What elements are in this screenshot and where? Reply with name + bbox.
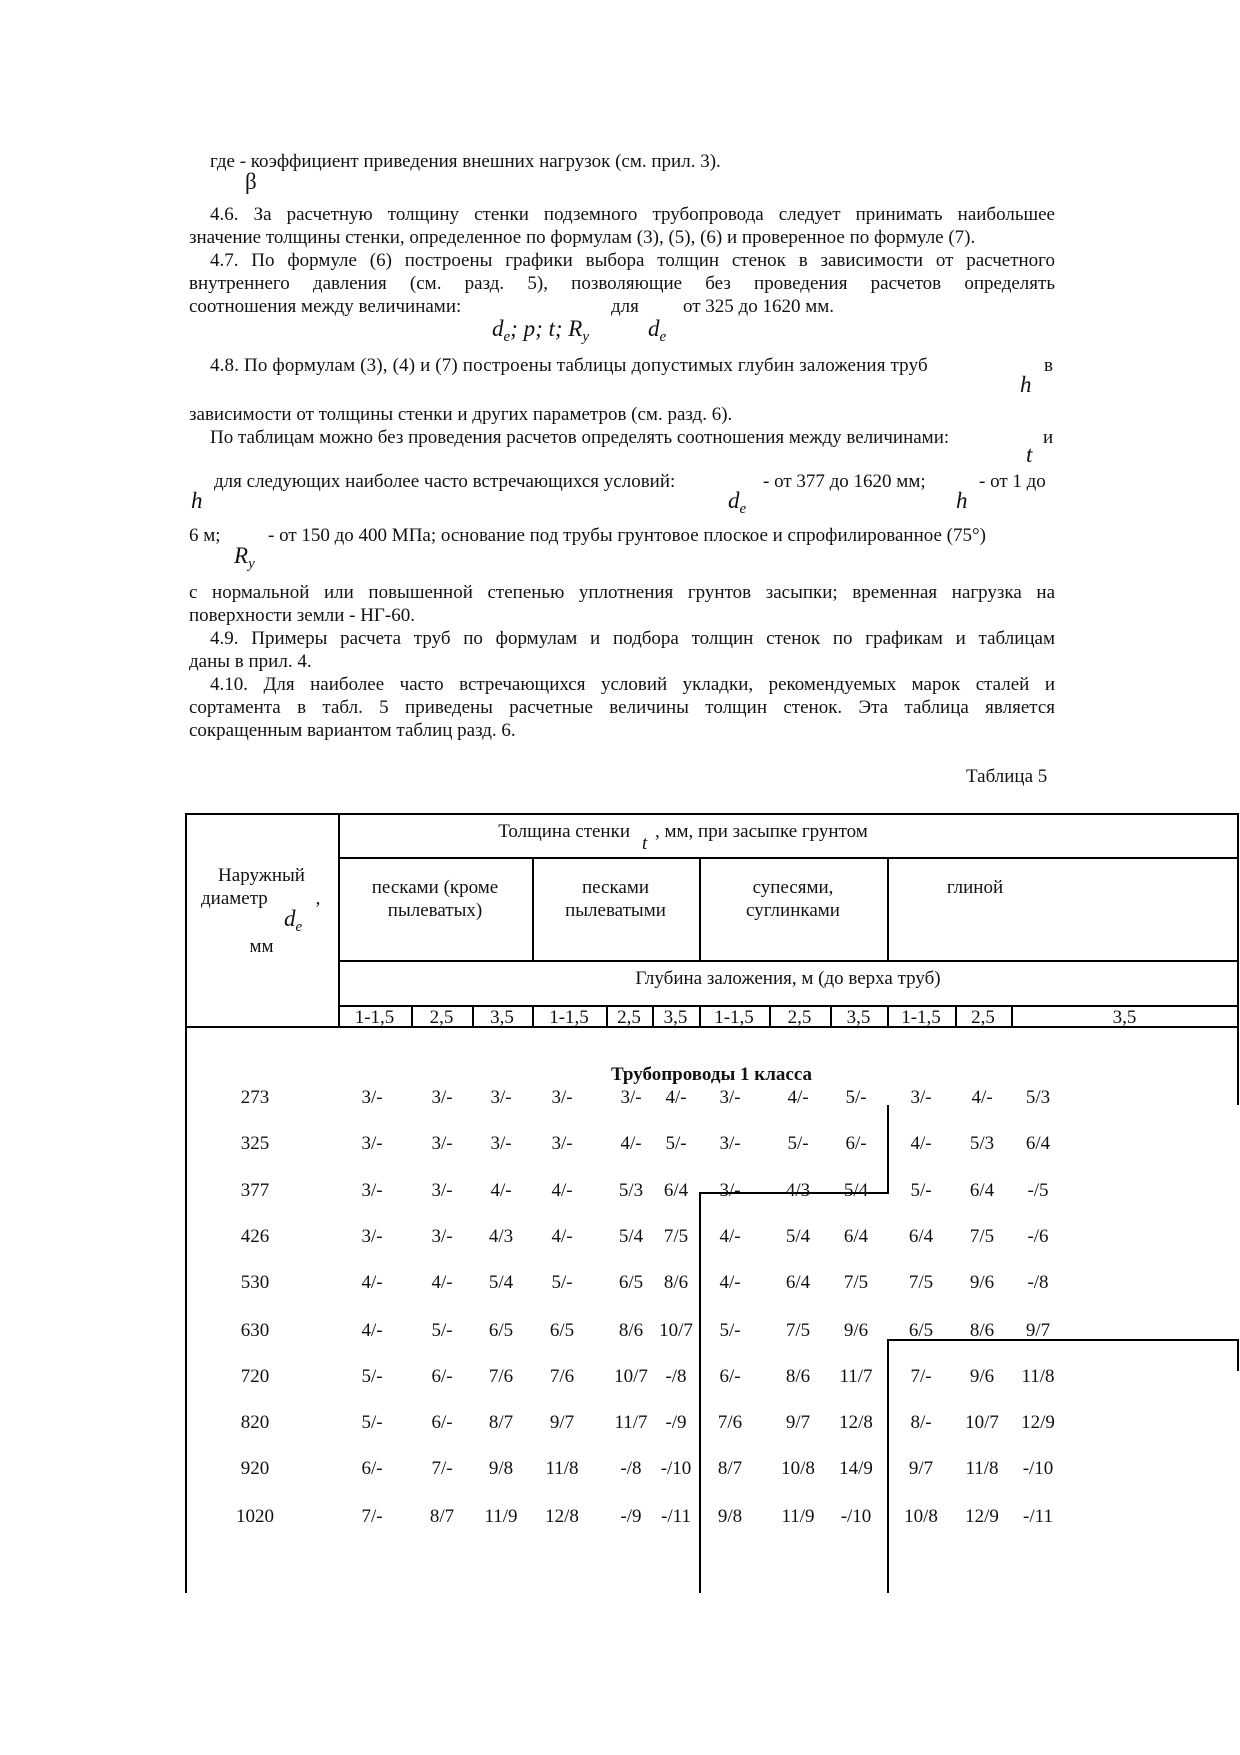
row-value: 4/3 (785, 1180, 811, 1201)
row-value: -/11 (661, 1506, 691, 1527)
paragraph-4-8-in: в (1044, 355, 1053, 376)
row-value: 4/- (361, 1272, 383, 1293)
row-value: 11/8 (545, 1458, 579, 1479)
paragraph-4-6-line-1: 4.6. За расчетную толщину стенки подземного трубопровода следует принимать наибольшее (210, 204, 1055, 225)
header-diameter-comma: , (315, 888, 321, 909)
row-value: 8/6 (969, 1320, 995, 1341)
row-value: 9/8 (488, 1458, 514, 1479)
row-value: 3/- (490, 1087, 512, 1108)
row-value: 6/5 (908, 1320, 934, 1341)
row-value: 3/- (361, 1180, 383, 1201)
header-diameter-line-2: диаметр (201, 888, 268, 909)
row-value: 3/- (719, 1180, 741, 1201)
symbol-de-2: $d_e$ (728, 488, 747, 517)
row-value: 5/- (845, 1087, 867, 1108)
row-diameter: 820 (240, 1412, 270, 1433)
row-value: 5/- (787, 1133, 809, 1154)
row-value: 4/- (551, 1180, 573, 1201)
table-line (887, 857, 889, 960)
paragraph-tables-line-1: По таблицам можно без проведения расчетов определять соотношения между величинами: (210, 427, 950, 448)
row-value: 4/- (787, 1087, 809, 1108)
row-value: -/11 (1023, 1506, 1053, 1527)
row-value: 4/- (910, 1133, 932, 1154)
row-value: 10/7 (965, 1412, 999, 1433)
paragraph-tables-line-5: поверхности земли - НГ-60. (189, 605, 415, 626)
row-value: 5/- (910, 1180, 932, 1201)
row-value: -/9 (620, 1506, 642, 1527)
row-diameter: 377 (240, 1180, 270, 1201)
depth-cell: 1-1,5 (354, 1007, 395, 1028)
row-value: 3/- (431, 1180, 453, 1201)
row-value: 3/- (361, 1226, 383, 1247)
row-value: 4/- (431, 1272, 453, 1293)
row-diameter: 325 (240, 1133, 270, 1154)
paragraph-4-7-line-1: 4.7. По формуле (6) построены графики выбора толщин стенок в зависимости от расчетного (210, 250, 1055, 271)
depth-cell: 1-1,5 (549, 1007, 589, 1028)
row-diameter: 426 (240, 1226, 270, 1247)
depth-cell: 3,5 (846, 1007, 871, 1028)
row-value: 7/- (431, 1458, 453, 1479)
depth-cell: 2,5 (429, 1007, 454, 1028)
table-line (699, 1192, 701, 1593)
depth-cell: 3,5 (1112, 1007, 1137, 1028)
header-thickness-symbol: t (642, 833, 648, 854)
row-value: 11/9 (484, 1506, 518, 1527)
row-value: 8/7 (717, 1458, 743, 1479)
row-value: 7/5 (785, 1320, 811, 1341)
group-sand-line-1: песками (кроме (371, 877, 499, 898)
row-value: 4/- (490, 1180, 512, 1201)
row-value: 7/5 (843, 1272, 869, 1293)
row-value: 10/8 (781, 1458, 815, 1479)
row-value: 9/6 (843, 1320, 869, 1341)
group-loam-line-2: суглинками (746, 900, 840, 921)
table-line (887, 1339, 889, 1593)
header-diameter-symbol: $d_e$ (284, 906, 303, 935)
depth-cell: 2,5 (787, 1007, 812, 1028)
row-value: 5/- (361, 1412, 383, 1433)
row-value: 7/6 (549, 1366, 575, 1387)
symbol-h-3: h (956, 488, 968, 513)
row-value: 8/- (910, 1412, 932, 1433)
paragraph-4-7-line-3b: для (611, 296, 639, 317)
symbol-h-2: h (191, 488, 203, 513)
row-value: 4/- (719, 1272, 741, 1293)
paragraph-4-7-line-3c: от 325 до 1620 мм. (683, 296, 835, 317)
paragraph-4-10-line-2: сортамента в табл. 5 приведены расчетные величины толщин стенок. Эта таблица является (189, 697, 1055, 718)
row-value: 7/5 (908, 1272, 934, 1293)
row-value: 6/4 (908, 1226, 934, 1247)
paragraph-tables-line-4: с нормальной или повышенной степенью уплотнения грунтов засыпки; временная нагрузка на (189, 582, 1055, 603)
row-value: 9/7 (1025, 1320, 1051, 1341)
row-value: 7/- (361, 1506, 383, 1527)
table-line (185, 813, 1238, 815)
row-value: 11/8 (965, 1458, 999, 1479)
row-value: 9/7 (549, 1412, 575, 1433)
row-value: 5/4 (843, 1180, 869, 1201)
row-value: 5/3 (618, 1180, 644, 1201)
row-value: 9/7 (908, 1458, 934, 1479)
paragraph-tables-line-2c: - от 1 до (979, 471, 1046, 492)
row-value: 11/8 (1021, 1366, 1055, 1387)
row-value: 12/8 (839, 1412, 873, 1433)
row-value: 6/4 (785, 1272, 811, 1293)
paragraph-tables-line-2a: для следующих наиболее часто встречающихся условий: (214, 471, 676, 492)
row-value: 6/4 (969, 1180, 995, 1201)
row-value: 5/4 (488, 1272, 514, 1293)
row-value: 5/- (665, 1133, 687, 1154)
row-value: 12/9 (965, 1506, 999, 1527)
thickness-table (185, 813, 1239, 1593)
row-value: 3/- (719, 1087, 741, 1108)
table-line (1237, 1339, 1239, 1371)
group-sand-line-2: пылеватых) (387, 900, 483, 921)
paragraph-4-7-line-3a: соотношения между величинами: (189, 296, 462, 317)
row-value: 7/5 (663, 1226, 689, 1247)
row-value: 4/- (719, 1226, 741, 1247)
formula-de: $d_e$ (648, 316, 667, 345)
depth-cell: 1-1,5 (901, 1007, 941, 1028)
row-value: 5/- (551, 1272, 573, 1293)
row-value: 8/7 (488, 1412, 514, 1433)
row-value: 9/6 (969, 1366, 995, 1387)
row-value: 6/- (431, 1366, 453, 1387)
beta-symbol: β (245, 169, 257, 194)
formula-variables: $d_e$; p; t; $R_y$ (492, 316, 590, 345)
line-where: где - коэффициент приведения внешних нагрузок (см. прил. 3). (210, 151, 721, 172)
row-value: 6/5 (488, 1320, 514, 1341)
paragraph-4-10-line-3: сокращенным вариантом таблиц разд. 6. (189, 720, 516, 741)
row-value: 8/6 (785, 1366, 811, 1387)
row-value: 8/6 (663, 1272, 689, 1293)
table-caption: Таблица 5 (966, 766, 1048, 787)
row-value: 5/- (361, 1366, 383, 1387)
row-value: 9/6 (969, 1272, 995, 1293)
row-value: 10/7 (614, 1366, 648, 1387)
row-value: 6/- (845, 1133, 867, 1154)
row-value: 6/5 (618, 1272, 644, 1293)
row-value: 6/5 (549, 1320, 575, 1341)
row-value: 4/3 (488, 1226, 514, 1247)
row-value: -/10 (840, 1506, 872, 1527)
row-value: 3/- (431, 1133, 453, 1154)
paragraph-4-8-line-2: зависимости от толщины стенки и других параметров (см. разд. 6). (189, 404, 733, 425)
table-line (185, 813, 187, 1593)
symbol-h-1: h (1020, 372, 1032, 397)
row-value: -/8 (1027, 1272, 1049, 1293)
table-line (887, 1105, 889, 1193)
row-value: -/10 (1022, 1458, 1054, 1479)
row-diameter: 720 (240, 1366, 270, 1387)
row-value: 11/7 (614, 1412, 648, 1433)
row-value: 3/- (431, 1226, 453, 1247)
header-diameter-line-3: мм (249, 936, 274, 957)
table-line (338, 857, 1238, 859)
row-value: 11/9 (781, 1506, 815, 1527)
group-loam-line-1: супесями, (752, 877, 834, 898)
row-value: 9/8 (717, 1506, 743, 1527)
row-value: 7/5 (969, 1226, 995, 1247)
row-value: 8/7 (429, 1506, 455, 1527)
row-value: 11/7 (839, 1366, 873, 1387)
paragraph-4-7-line-2: внутреннего давления (см. разд. 5), позволяющие без проведения расчетов определять (189, 273, 1055, 294)
row-value: 3/- (361, 1133, 383, 1154)
row-diameter: 273 (240, 1087, 270, 1108)
group-silty-sand-line-1: песками (581, 877, 650, 898)
row-value: 6/4 (1025, 1133, 1051, 1154)
row-value: 3/- (719, 1133, 741, 1154)
row-value: 5/4 (785, 1226, 811, 1247)
paragraph-4-9-line-1: 4.9. Примеры расчета труб по формулам и подбора толщин стенок по графикам и таблицам (210, 628, 1055, 649)
symbol-t-1: t (1026, 442, 1033, 467)
row-value: 4/- (551, 1226, 573, 1247)
paragraph-4-8-line-1: 4.8. По формулам (3), (4) и (7) построены таблицы допустимых глубин заложения труб (210, 355, 928, 376)
row-value: 4/- (971, 1087, 993, 1108)
symbol-ry: $R_y$ (234, 543, 255, 572)
row-value: 7/6 (717, 1412, 743, 1433)
table-line (338, 960, 1238, 962)
row-value: 5/3 (1025, 1087, 1051, 1108)
row-value: 14/9 (839, 1458, 873, 1479)
paragraph-4-9-line-2: даны в прил. 4. (189, 651, 312, 672)
row-value: 12/9 (1021, 1412, 1055, 1433)
paragraph-tables-line-2b: - от 377 до 1620 мм; (763, 471, 926, 492)
row-value: 5/- (431, 1320, 453, 1341)
row-value: -/9 (665, 1412, 687, 1433)
row-value: 6/- (431, 1412, 453, 1433)
group-silty-sand-line-2: пылеватыми (565, 900, 666, 921)
paragraph-tables-line-3b: - от 150 до 400 МПа; основание под трубы грунтовое плоское и спрофилированное (75°) (268, 525, 986, 546)
section-title: Трубопроводы 1 класса (610, 1064, 813, 1085)
row-value: 8/6 (618, 1320, 644, 1341)
row-value: 12/8 (545, 1506, 579, 1527)
row-value: -/10 (660, 1458, 692, 1479)
row-diameter: 530 (240, 1272, 270, 1293)
row-value: 7/- (910, 1366, 932, 1387)
row-value: -/6 (1027, 1226, 1049, 1247)
row-value: -/8 (665, 1366, 687, 1387)
row-value: 3/- (551, 1087, 573, 1108)
row-value: 7/6 (488, 1366, 514, 1387)
row-value: -/8 (620, 1458, 642, 1479)
row-value: 3/- (361, 1087, 383, 1108)
row-diameter: 630 (240, 1320, 270, 1341)
paragraph-4-6-line-2: значение толщины стенки, определенное по формулам (3), (5), (6) и проверенное по формуле (7). (189, 227, 976, 248)
header-thickness-b: , мм, при засыпке грунтом (655, 821, 868, 842)
depth-cell: 3,5 (490, 1007, 514, 1028)
header-thickness-a: Толщина стенки (498, 821, 630, 842)
row-value: 3/- (490, 1133, 512, 1154)
group-clay-line-1: глиной (946, 877, 1004, 898)
row-value: 5/- (719, 1320, 741, 1341)
paragraph-tables-and: и (1043, 427, 1054, 448)
row-value: 5/4 (618, 1226, 644, 1247)
row-diameter: 920 (240, 1458, 270, 1479)
row-value: 3/- (910, 1087, 932, 1108)
row-value: -/5 (1027, 1180, 1049, 1201)
depth-cell: 2,5 (617, 1007, 641, 1028)
row-value: 6/- (361, 1458, 383, 1479)
row-value: 10/8 (904, 1506, 938, 1527)
row-value: 6/4 (843, 1226, 869, 1247)
row-value: 4/- (620, 1133, 642, 1154)
row-value: 6/4 (663, 1180, 689, 1201)
row-diameter: 1020 (236, 1506, 274, 1527)
row-value: 4/- (361, 1320, 383, 1341)
row-value: 10/7 (659, 1320, 693, 1341)
row-value: 3/- (620, 1087, 642, 1108)
paragraph-4-10-line-1: 4.10. Для наиболее часто встречающихся условий укладки, рекомендуемых марок сталей и (210, 674, 1055, 695)
row-value: 9/7 (785, 1412, 811, 1433)
depth-header: Глубина заложения, м (до верха труб) (635, 968, 941, 989)
row-value: 3/- (551, 1133, 573, 1154)
header-diameter-line-1: Наружный (218, 865, 305, 886)
depth-cell: 1-1,5 (714, 1007, 754, 1028)
depth-cell: 2,5 (971, 1007, 995, 1028)
row-value: 5/3 (969, 1133, 995, 1154)
row-value: 4/- (665, 1087, 687, 1108)
paragraph-tables-line-3a: 6 м; (189, 525, 221, 546)
row-value: 3/- (431, 1087, 453, 1108)
row-value: 6/- (719, 1366, 741, 1387)
depth-cell: 3,5 (663, 1007, 688, 1028)
